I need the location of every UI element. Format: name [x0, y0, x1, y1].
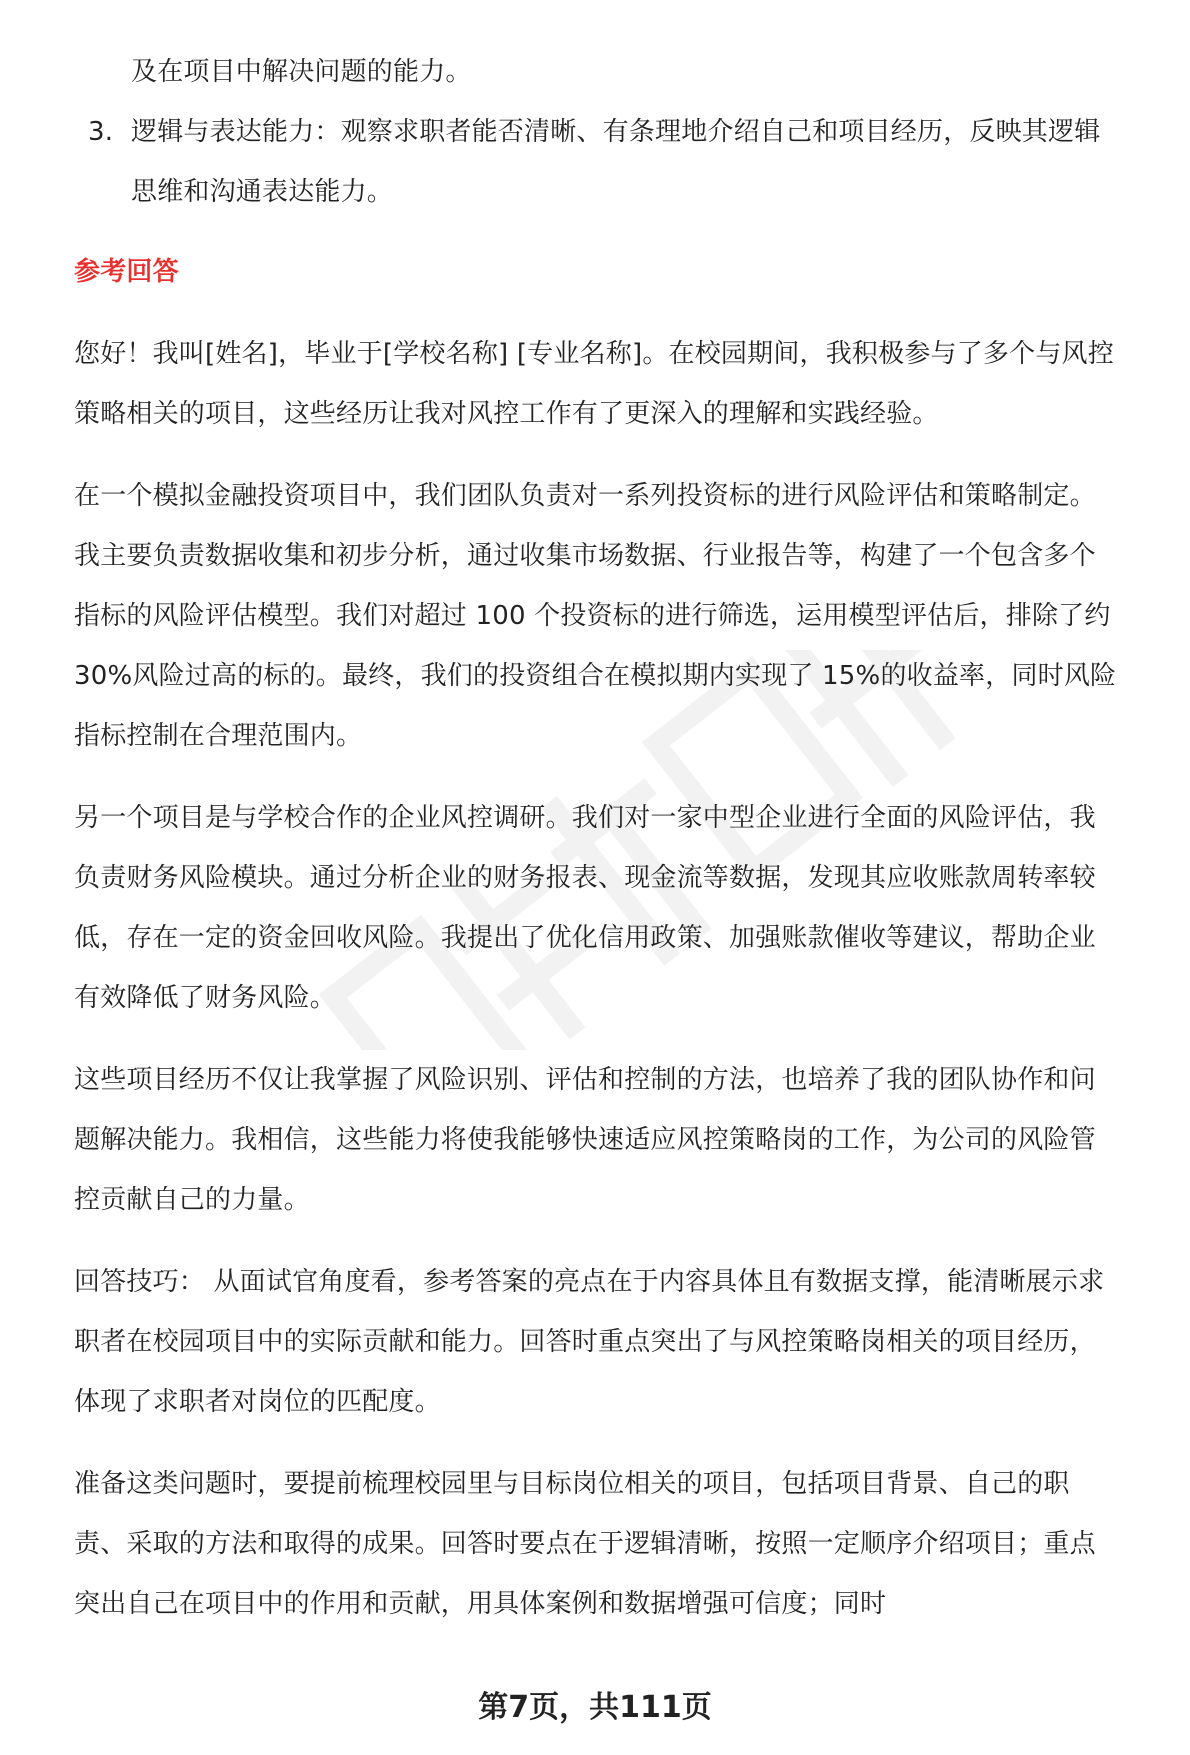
document-body [74, 42, 1119, 1634]
list-item-text: 及在项目中解决问题的能力。 [131, 57, 472, 87]
page-number: 第7页，共111页 [478, 1690, 712, 1725]
list-item-text: 逻辑与表达能力：观察求职者能否清晰、有条理地介绍自己和项目经历，反映其逻辑思维和沟通表达能力。 [131, 117, 1101, 207]
paragraph-preparation: 准备这类问题时，要提前梳理校园里与目标岗位相关的项目，包括项目背景、自己的职责、采取的方法和取得的成果。回答时要点在于逻辑清晰，按照一定顺序介绍项目；重点突出自己在项目中的作用和贡献，用具体案例和数据增强可信度；同时 [74, 1469, 1096, 1619]
paragraph-answer-tips: 回答技巧： 从面试官角度看，参考答案的亮点在于内容具体且有数据支撑，能清晰展示求职者在校园项目中的实际贡献和能力。回答时重点突出了与风控策略岗相关的项目经历，体现了求职者对岗位的匹配度。 [74, 1267, 1105, 1417]
paragraph-project-1: 在一个模拟金融投资项目中，我们团队负责对一系列投资标的进行风险评估和策略制定。我主要负责数据收集和初步分析，通过收集市场数据、行业报告等，构建了一个包含多个指标的风险评估模型。我们对超过 100 个投资标的进行筛选，运用模型评估后，排除了约 30%风险过高的标的。最终，我们的投资组合在模拟期内实现了 15%的收益率，同时风险指标控制在合理范围内。 [74, 481, 1117, 751]
list-item-3 [74, 102, 1119, 222]
paragraph-project-2: 另一个项目是与学校合作的企业风控调研。我们对一家中型企业进行全面的风险评估，我负责财务风险模块。通过分析企业的财务报表、现金流等数据，发现其应收账款周转率较低，存在一定的资金回收风险。我提出了优化信用政策、加强账款催收等建议，帮助企业有效降低了财务风险。 [74, 803, 1096, 1013]
paragraph-intro: 您好！我叫[姓名]，毕业于[学校名称] [专业名称]。在校园期间，我积极参与了多个与风控策略相关的项目，这些经历让我对风控工作有了更深入的理解和实践经验。 [74, 339, 1114, 429]
list-item-continuation [74, 42, 1119, 102]
list-item-number: 3. [88, 117, 114, 147]
paragraph-summary: 这些项目经历不仅让我掌握了风险识别、评估和控制的方法，也培养了我的团队协作和问题解决能力。我相信，这些能力将使我能够快速适应风控策略岗的工作，为公司的风险管控贡献自己的力量。 [74, 1065, 1096, 1215]
section-heading: 参考回答 [74, 257, 179, 287]
